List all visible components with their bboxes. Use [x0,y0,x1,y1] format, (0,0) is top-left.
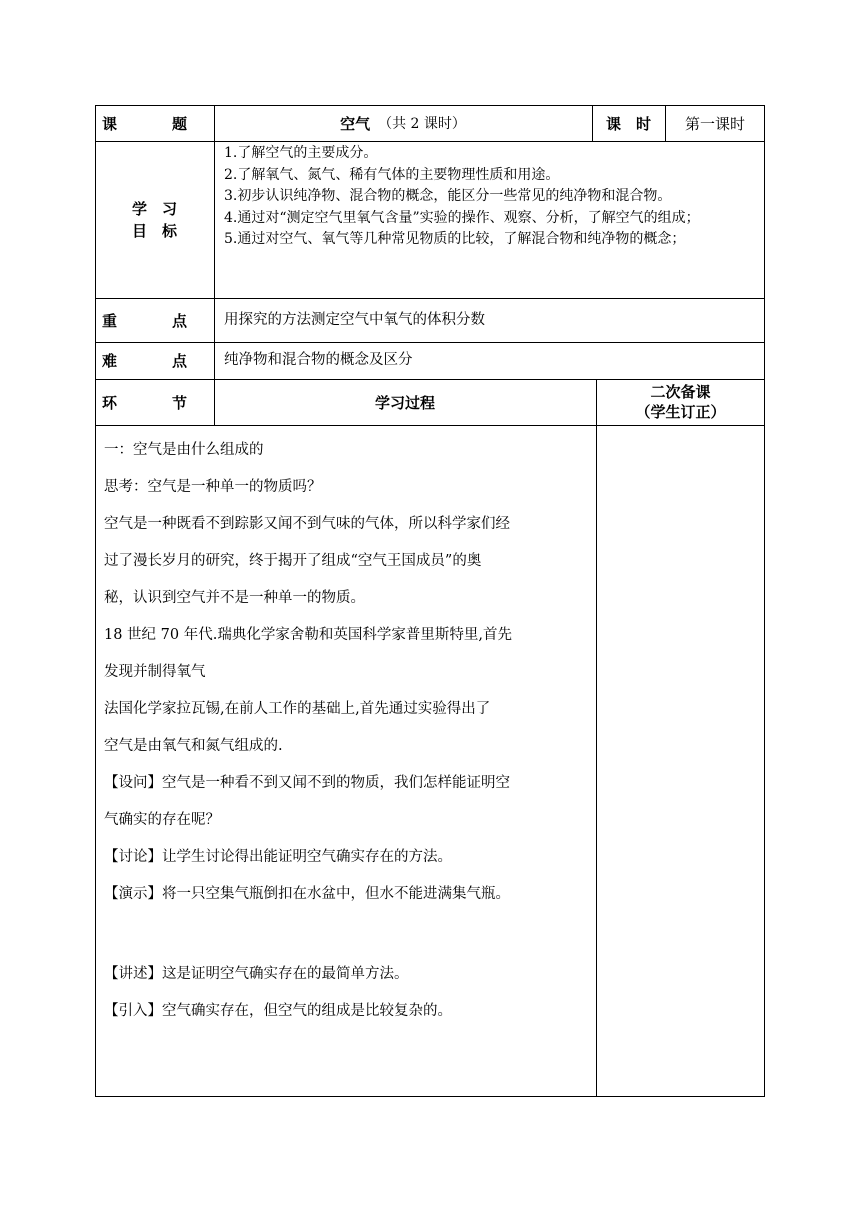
blank-space [104,913,592,956]
goal-item: 1.了解空气的主要成分。 [224,145,378,161]
stage-label: 环 节 [101,393,207,412]
process-line: 【讨论】让学生讨论得出能证明空气确实存在的方法。 [104,849,452,865]
process-line: 法国化学家拉瓦锡,在前人工作的基础上,首先通过实验得出了 [104,701,491,717]
process-line: 【引入】空气确实存在，但空气的组成是比较复杂的。 [104,1003,452,1019]
revision-label [596,379,765,425]
process-line: 一：空气是由什么组成的 [104,442,264,458]
topic-label: 课 题 [101,114,207,133]
goals-label-line2: 目 标 [131,221,177,240]
process-label: 学习过程 [374,393,435,412]
topic-title: 空气 [340,114,371,133]
goal-item: 5.通过对空气、氧气等几种常见物质的比较，了解混合物和纯净物的概念； [224,231,686,247]
difficulty-label: 难 点 [101,352,207,370]
goals-list [224,143,764,251]
goals-label [95,141,214,298]
process-line: 秘，认识到空气并不是一种单一的物质。 [104,590,365,606]
process-line: 发现并制得氧气 [104,664,206,680]
revision-label-line2: （学生订正） [635,403,726,421]
column-divider [214,105,215,425]
process-line: 空气是由氧气和氮气组成的. [104,738,283,754]
key-point-text: 用探究的方法测定空气中氧气的体积分数 [224,311,485,328]
process-line: 18 世纪 70 年代.瑞典化学家舍勒和英国科学家普里斯特里,首先 [104,627,512,643]
topic-cell [214,105,592,141]
period-label: 课 时 [605,114,651,133]
process-line: 空气是一种既看不到踪影又闻不到气味的气体，所以科学家们经 [104,516,510,532]
learning-process [104,432,592,1030]
topic-note: （共 2 课时） [378,116,466,132]
process-line: 气确实的存在呢？ [104,812,220,828]
process-line: 【设问】空气是一种看不到又闻不到的物质，我们怎样能证明空 [104,775,510,791]
difficulty-text: 纯净物和混合物的概念及区分 [224,352,413,368]
process-line: 【讲述】这是证明空气确实存在的最简单方法。 [104,966,409,982]
goal-item: 3.初步认识纯净物、混合物的概念，能区分一些常见的纯净物和混合物。 [224,188,672,204]
process-line: 【演示】将一只空集气瓶倒扣在水盆中，但水不能进满集气瓶。 [104,886,510,902]
column-divider [596,379,597,1097]
row-divider [95,425,765,426]
goals-label-line1: 学 习 [131,199,177,218]
process-line: 过了漫长岁月的研究，终于揭开了组成“空气王国成员”的奥 [104,553,482,569]
period-value: 第一课时 [684,114,745,133]
process-line: 思考：空气是一种单一的物质吗？ [104,479,322,495]
key-point-label: 重 点 [101,311,207,330]
goal-item: 2.了解氧气、氮气、稀有气体的主要物理性质和用途。 [224,166,560,183]
revision-label-line1: 二次备课 [650,383,711,401]
goal-item: 4.通过对“测定空气里氧气含量”实验的操作、观察、分析，了解空气的组成； [224,209,700,226]
